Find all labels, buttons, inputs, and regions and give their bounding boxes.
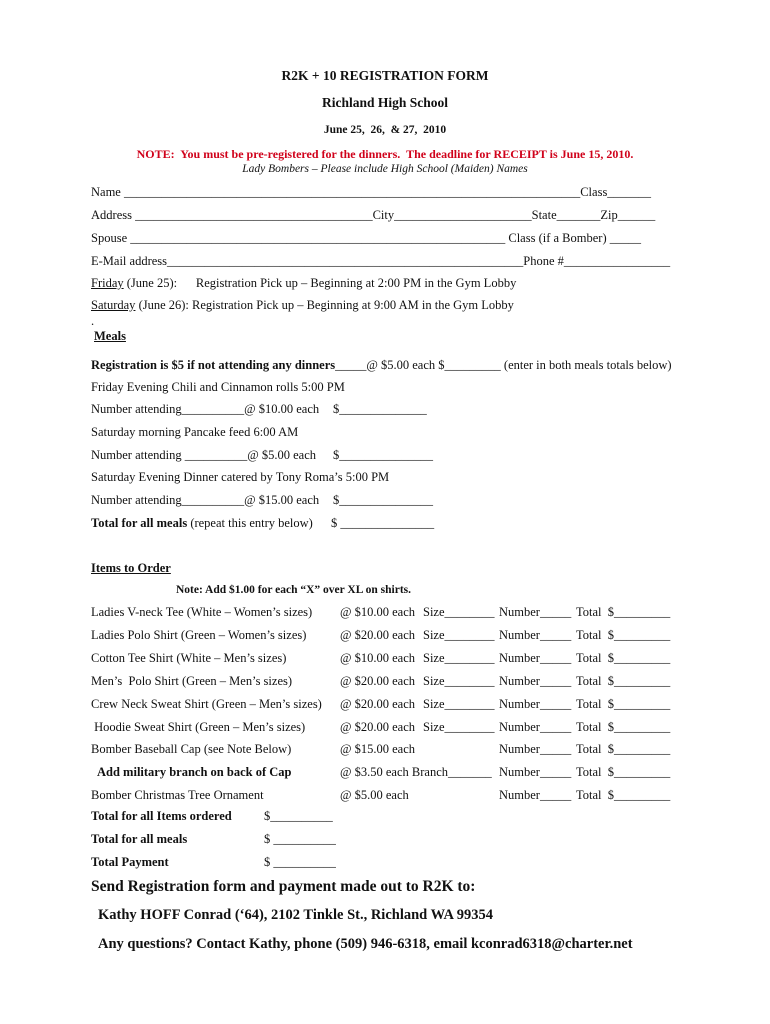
meals-total-summary-field[interactable]: $ __________: [264, 832, 336, 846]
item-size-field[interactable]: Size________: [423, 651, 495, 665]
item-size-field[interactable]: Size________: [423, 697, 495, 711]
item-size-field[interactable]: Size________: [423, 674, 495, 688]
registration-fee-blanks[interactable]: _____@ $5.00 each $_________ (enter in both meals totals below): [335, 358, 672, 372]
item-quantity-field[interactable]: Number_____: [499, 697, 572, 711]
item-quantity-field[interactable]: Number_____: [499, 605, 572, 619]
pancake-attending-field[interactable]: Number attending __________@ $5.00 each: [91, 448, 317, 462]
friday-attending-field[interactable]: Number attending__________@ $10.00 each: [91, 402, 320, 416]
item-price: @ $10.00 each: [340, 605, 416, 619]
meals-total-field[interactable]: $ _______________: [331, 516, 435, 530]
item-name: Bomber Christmas Tree Ornament: [91, 788, 264, 802]
item-size-field[interactable]: Size________: [423, 605, 495, 619]
name-field[interactable]: Name _________________________________________________________________________Class_______: [91, 185, 652, 199]
form-title: R2K + 10 REGISTRATION FORM: [281, 68, 489, 83]
saturday-schedule: [91, 298, 514, 313]
mailing-address: Kathy HOFF Conrad (‘64), 2102 Tinkle St., Richland WA 99354: [98, 907, 494, 923]
item-name: Cotton Tee Shirt (White – Men’s sizes): [91, 651, 287, 665]
item-name: Crew Neck Sweat Shirt (Green – Men’s sizes): [91, 697, 322, 711]
item-name: Bomber Baseball Cap (see Note Below): [91, 742, 292, 756]
item-price: @ $20.00 each: [340, 697, 416, 711]
item-name: Ladies Polo Shirt (Green – Women’s sizes): [91, 628, 307, 642]
item-total-field[interactable]: Total $_________: [576, 628, 671, 642]
item-total-field[interactable]: Total $_________: [576, 788, 671, 802]
item-name: Men’s Polo Shirt (Green – Men’s sizes): [91, 674, 293, 688]
registration-fee-label: Registration is $5 if not attending any dinners: [91, 358, 336, 372]
friday-meal-title: Friday Evening Chili and Cinnamon rolls 5:00 PM: [91, 380, 345, 394]
meals-total-summary-label: Total for all meals: [91, 832, 188, 846]
item-total-field[interactable]: Total $_________: [576, 765, 671, 779]
dinner-attending-field[interactable]: Number attending__________@ $15.00 each: [91, 493, 320, 507]
dinner-meal-total[interactable]: $_______________: [333, 493, 433, 507]
item-total-field[interactable]: Total $_________: [576, 697, 671, 711]
item-price: @ $20.00 each: [340, 674, 416, 688]
items-total-field[interactable]: $__________: [264, 809, 333, 823]
item-total-field[interactable]: Total $_________: [576, 605, 671, 619]
item-name: Hoodie Sweat Shirt (Green – Men’s sizes): [91, 720, 306, 734]
friday-label: Friday: [91, 276, 124, 290]
email-phone-field[interactable]: E-Mail address_________________________________________________________Phone #_________________: [91, 254, 671, 268]
item-name: Add military branch on back of Cap: [97, 765, 292, 779]
item-quantity-field[interactable]: Number_____: [499, 674, 572, 688]
deadline-note: NOTE: You must be pre-registered for the dinners. The deadline for RECEIPT is June 15, 2010.: [136, 147, 634, 161]
friday-meal-total[interactable]: $______________: [333, 402, 427, 416]
saturday-label: Saturday: [91, 298, 136, 312]
dinner-meal-title: Saturday Evening Dinner catered by Tony Roma’s 5:00 PM: [91, 470, 390, 484]
item-name: Ladies V-neck Tee (White – Women’s sizes): [91, 605, 313, 619]
item-total-field[interactable]: Total $_________: [576, 651, 671, 665]
contact-info: Any questions? Contact Kathy, phone (509) 946-6318, email kconrad6318@charter.net: [98, 936, 633, 952]
item-quantity-field[interactable]: Number_____: [499, 720, 572, 734]
meals-total-hint: (repeat this entry below): [187, 516, 313, 530]
total-payment-label: Total Payment: [91, 855, 169, 869]
pancake-meal-title: Saturday morning Pancake feed 6:00 AM: [91, 425, 299, 439]
item-quantity-field[interactable]: Number_____: [499, 628, 572, 642]
items-total-label: Total for all Items ordered: [91, 809, 232, 823]
pancake-meal-total[interactable]: $_______________: [333, 448, 433, 462]
send-instructions: Send Registration form and payment made out to R2K to:: [91, 878, 476, 895]
item-total-field[interactable]: Total $_________: [576, 674, 671, 688]
total-payment-field[interactable]: $ __________: [264, 855, 336, 869]
friday-schedule: [91, 276, 516, 291]
item-quantity-field[interactable]: Number_____: [499, 651, 572, 665]
meals-total-bold: Total for all meals: [91, 516, 188, 530]
stray-dot: .: [91, 314, 95, 328]
registration-only-line[interactable]: [91, 358, 672, 373]
item-size-field[interactable]: Size________: [423, 628, 495, 642]
saturday-text: (June 26): Registration Pick up – Beginning at 9:00 AM in the Gym Lobby: [135, 298, 514, 312]
item-price: @ $20.00 each: [340, 720, 416, 734]
item-quantity-field[interactable]: Number_____: [499, 742, 572, 756]
item-price[interactable]: @ $3.50 each Branch_______: [340, 765, 492, 779]
item-price: @ $20.00 each: [340, 628, 416, 642]
event-dates: June 25, 26, & 27, 2010: [323, 124, 447, 136]
maiden-name-note: Lady Bombers – Please include High School (Maiden) Names: [242, 163, 528, 175]
item-size-field[interactable]: Size________: [423, 720, 495, 734]
meals-heading: Meals: [94, 329, 126, 343]
item-price: @ $10.00 each: [340, 651, 416, 665]
address-field[interactable]: Address ______________________________________City______________________State_______Zip______: [91, 208, 656, 222]
item-price: @ $15.00 each: [340, 742, 416, 756]
school-name: Richland High School: [321, 95, 449, 110]
items-heading: Items to Order: [91, 561, 171, 575]
item-price: @ $5.00 each: [340, 788, 409, 802]
xl-surcharge-note: Note: Add $1.00 for each “X” over XL on shirts.: [176, 584, 412, 596]
meals-total-label: [91, 516, 313, 531]
friday-text: (June 25): Registration Pick up – Beginning at 2:00 PM in the Gym Lobby: [123, 276, 517, 290]
item-quantity-field[interactable]: Number_____: [499, 765, 572, 779]
item-total-field[interactable]: Total $_________: [576, 720, 671, 734]
spouse-field[interactable]: Spouse ____________________________________________________________ Class (if a Bomber) _____: [91, 231, 641, 245]
item-total-field[interactable]: Total $_________: [576, 742, 671, 756]
item-quantity-field[interactable]: Number_____: [499, 788, 572, 802]
